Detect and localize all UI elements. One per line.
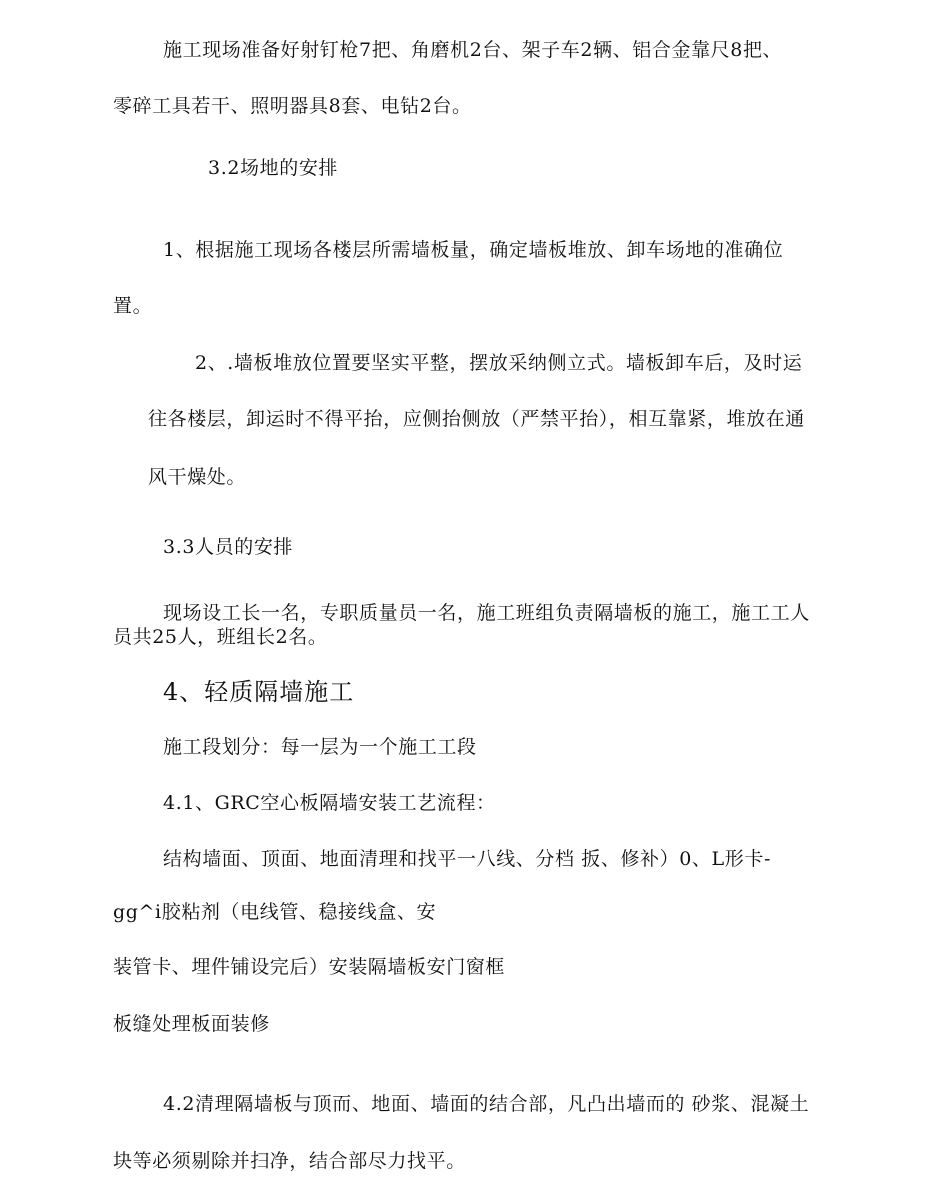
paragraph-line: 施工段划分：每一层为一个施工工段	[163, 736, 477, 758]
paragraph-line: 结构墙面、顶面、地面清理和找平一八线、分档 扳、修补）0、L形卡-	[163, 848, 771, 870]
paragraph-line: gg^i胶粘剂（电线管、稳接线盒、安	[113, 901, 437, 923]
section-heading: 4.1、GRC空心板隔墙安装工艺流程：	[163, 792, 496, 814]
paragraph-line: 风干燥处。	[148, 466, 247, 488]
paragraph-line: 块等必须剔除并扫净，结合部尽力找平。	[113, 1150, 466, 1172]
section-heading: 3.3人员的安排	[163, 536, 294, 558]
chapter-heading: 4、轻质隔墙施工	[163, 678, 355, 706]
paragraph-line: 1、根据施工现场各楼层所需墙板量，确定墙板堆放、卸车场地的准确位	[163, 239, 784, 261]
section-heading: 4.2清理隔墙板与顶而、地面、墙面的结合部，凡凸出墙而的 砂浆、混凝土	[163, 1093, 810, 1115]
paragraph-line: 往各楼层，卸运时不得平抬，应侧抬侧放（严禁平抬），相互靠紧，堆放在通	[148, 408, 805, 430]
paragraph-line: 板缝处理板面装修	[113, 1013, 270, 1035]
paragraph-line: 置。	[113, 295, 153, 317]
paragraph-line: 2、.墙板堆放位置要坚实平整，摆放采纳侧立式。墙板卸车后，及时运	[195, 352, 803, 374]
paragraph-line: 施工现场准备好射钉枪7把、角磨机2台、架子车2辆、铝合金靠尺8把、	[163, 39, 783, 61]
paragraph-line: 装管卡、埋件铺设完后）安装隔墙板安门窗框	[113, 956, 506, 978]
paragraph-line: 现场设工长一名，专职质量员一名，施工班组负责隔墙板的施工，施工工人	[163, 602, 810, 624]
paragraph-line: 员共25人，班组长2名。	[113, 626, 328, 648]
paragraph-line: 零碎工具若干、照明器具8套、电钻2台。	[113, 95, 472, 117]
section-heading: 3.2场地的安排	[208, 157, 339, 179]
